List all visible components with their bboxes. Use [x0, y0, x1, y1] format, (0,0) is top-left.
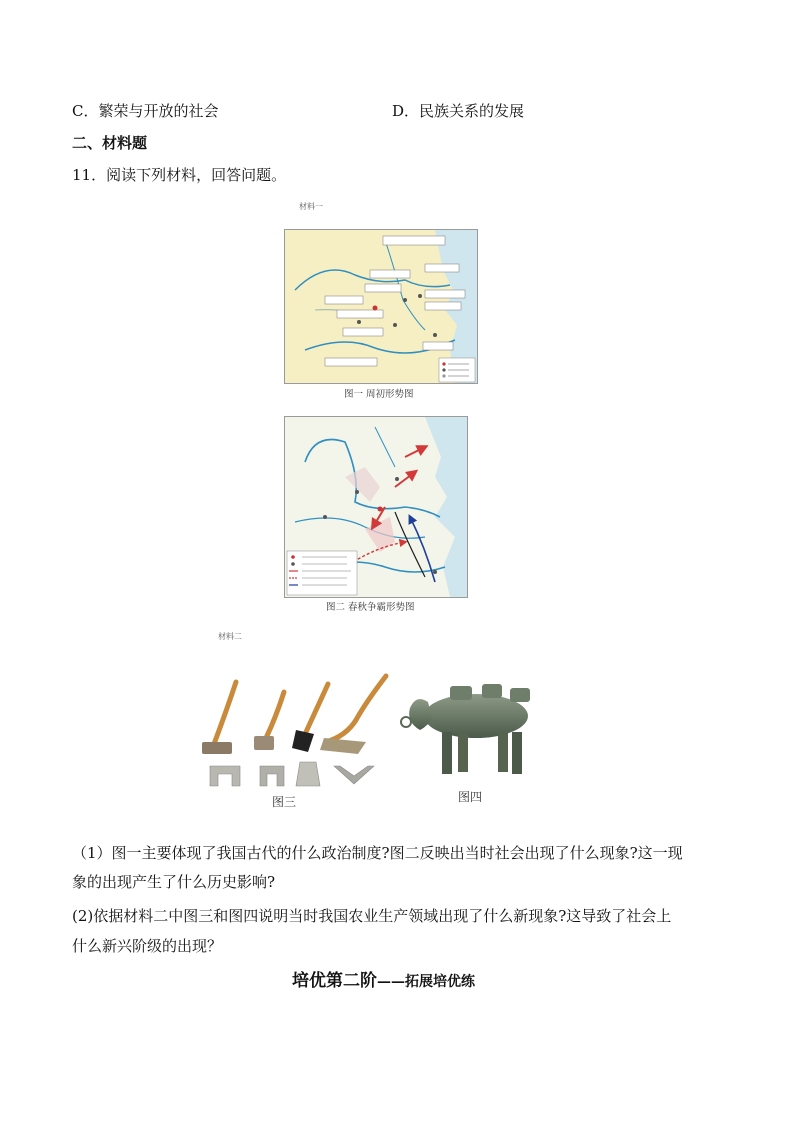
figure2-caption: 图二 春秋争霸形势图 [326, 602, 415, 613]
figure1-caption: 图一 周初形势图 [344, 389, 414, 400]
subquestion-2-line1: (2)依据材料二中图三和图四说明当时我国农业生产领域出现了什么新现象?这导致了社会上 [72, 907, 672, 925]
figure3-caption: 图三 [272, 795, 297, 809]
material2-label: 材料二 [218, 632, 242, 641]
footer-title-sub: ——拓展培优练 [377, 974, 475, 990]
iron-tools-graphic [196, 662, 392, 792]
footer-heading [292, 966, 475, 991]
figure4-caption: 图四 [458, 790, 483, 804]
figure4-ox-vessel [398, 672, 546, 812]
option-c: C．繁荣与开放的社会 [72, 102, 219, 120]
figure2-map [284, 416, 468, 598]
subquestion-1-line2: 象的出现产生了什么历史影响? [72, 873, 276, 891]
material1-label: 材料一 [299, 202, 323, 211]
bronze-ox-graphic [398, 672, 546, 782]
figure3-tools [196, 662, 392, 812]
footer-title-main: 培优第二阶 [292, 971, 377, 991]
zhou-map-graphic [285, 230, 477, 383]
chunqiu-map-graphic [285, 417, 467, 597]
question-stem: 11．阅读下列材料，回答问题。 [72, 166, 287, 184]
section-title: 二、材料题 [72, 134, 148, 152]
figure1-map [284, 229, 478, 384]
subquestion-1-line1: （1）图一主要体现了我国古代的什么政治制度?图二反映出当时社会出现了什么现象?这一现 [72, 844, 683, 862]
subquestion-2-line2: 什么新兴阶级的出现？ [72, 937, 223, 955]
option-d: D．民族关系的发展 [392, 102, 525, 120]
